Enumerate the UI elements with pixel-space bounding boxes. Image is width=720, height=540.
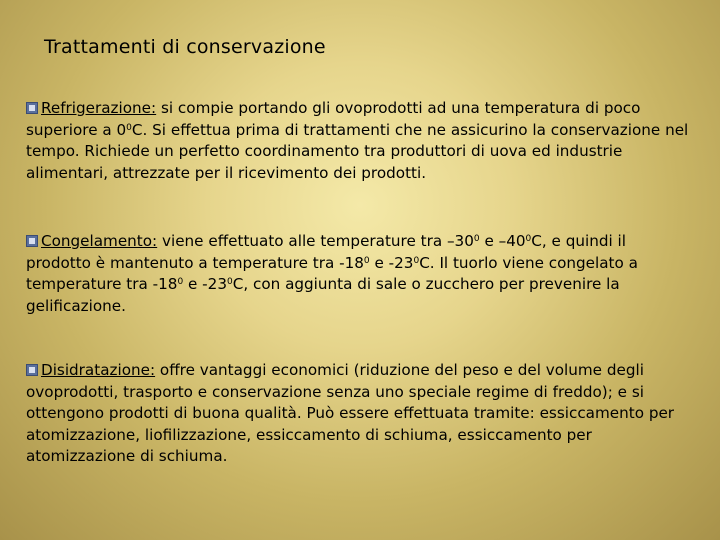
paragraph-refrigerazione — [26, 98, 694, 184]
degree-superscript: 0 — [473, 234, 480, 244]
paragraph-text: C, e quindi il prodotto è mantenuto a temperature tra -18 — [26, 232, 626, 272]
term-congelamento: Congelamento: — [41, 232, 158, 250]
degree-superscript: 0 — [177, 277, 184, 287]
square-bullet-icon — [26, 102, 38, 114]
paragraph-text: si compie portando gli ovoprodotti ad una temperatura di poco superiore a 0 — [26, 99, 641, 139]
paragraph-congelamento — [26, 231, 694, 317]
square-bullet-icon — [26, 235, 38, 247]
paragraph-disidratazione — [26, 360, 694, 468]
paragraph-text: offre vantaggi economici (riduzione del peso e del volume degli ovoprodotti, trasporto e conservazione senza uno speciale regime di freddo); e si ottengono prodotti di buona qualità. Può essere effettuata tramite: essiccamento per atomizzazione, liofilizzazione, essiccamento di schiuma, essiccamento per atomizzazione di schiuma. — [26, 361, 675, 465]
paragraph-text: viene effettuato alle temperature tra –30 — [157, 232, 474, 250]
degree-superscript: 0 — [126, 122, 132, 133]
slide-title: Trattamenti di conservazione — [44, 36, 326, 58]
paragraph-text: C. Il tuorlo viene congelato a temperature tra -18 — [26, 253, 638, 293]
degree-superscript: 0 — [226, 277, 233, 287]
paragraph-text: e -23 — [183, 275, 227, 293]
paragraph-text: C. Si effettua prima di trattamenti che ne assicurino la conservazione nel tempo. Richiede un perfetto coordinamento tra produttori di uova ed industrie alimentari, attrezzate per il ricevimento dei prodotti. — [26, 120, 689, 182]
term-refrigerazione: Refrigerazione: — [41, 99, 157, 117]
degree-superscript: 0 — [525, 234, 532, 244]
term-disidratazione: Disidratazione: — [41, 361, 156, 379]
square-bullet-icon — [26, 364, 38, 376]
degree-superscript: 0 — [363, 255, 370, 266]
paragraph-text: C, con aggiunta di sale o zucchero per prevenire la gelificazione. — [26, 275, 620, 315]
paragraph-text: e –40 — [479, 232, 526, 250]
paragraph-text: e -23 — [369, 253, 414, 272]
degree-superscript: 0 — [413, 255, 420, 266]
